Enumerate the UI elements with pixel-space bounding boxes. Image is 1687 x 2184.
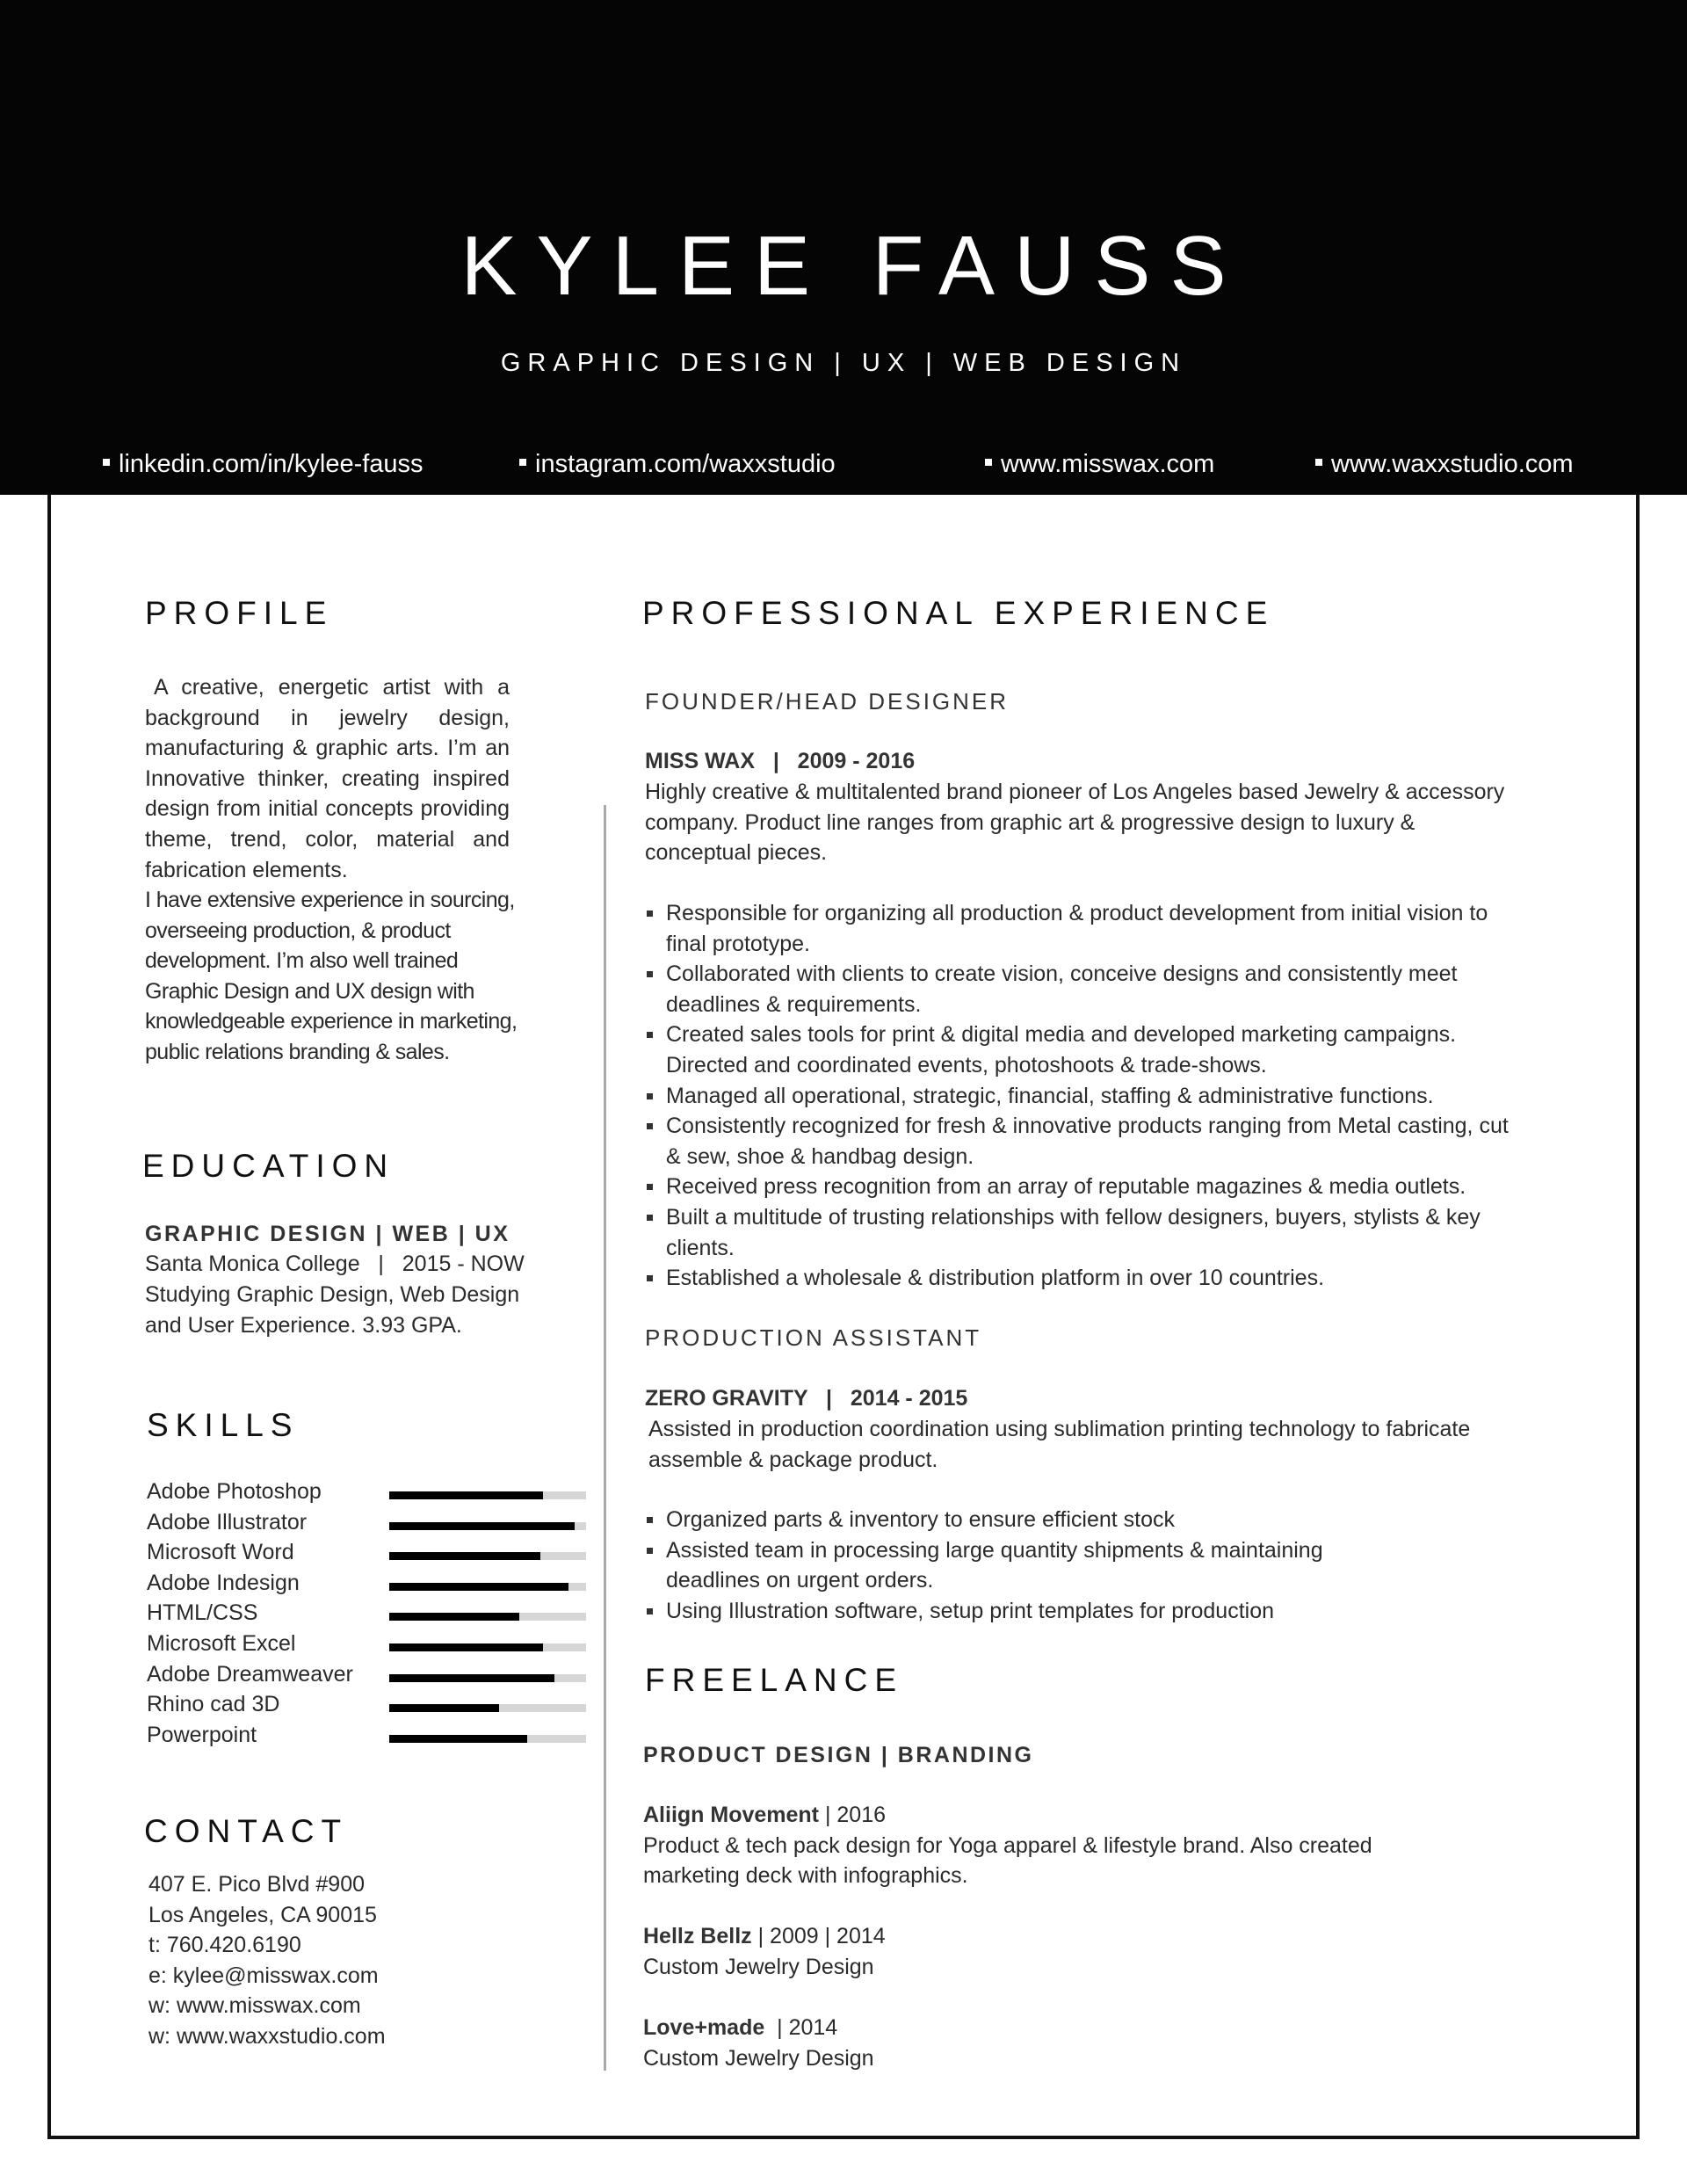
bullet-icon bbox=[647, 1093, 653, 1099]
contact-email: e: kylee@misswax.com bbox=[148, 1963, 379, 1988]
bullet-icon bbox=[519, 459, 526, 466]
skill-row bbox=[147, 1659, 586, 1690]
skill-bar-fill bbox=[389, 1522, 575, 1530]
experience-heading: PROFESSIONAL EXPERIENCE bbox=[642, 595, 1275, 631]
bullet-icon bbox=[647, 1548, 653, 1554]
skill-name: Powerpoint bbox=[147, 1722, 257, 1747]
bullet-icon bbox=[647, 911, 653, 917]
freelance-client: Love+made bbox=[643, 2015, 765, 2040]
link-text: linkedin.com/in/kylee-fauss bbox=[119, 450, 424, 478]
list-item: Managed all operational, strategic, financial, staffing & administrative functions. bbox=[645, 1081, 1524, 1112]
job1-role: FOUNDER/HEAD DESIGNER bbox=[645, 688, 1010, 715]
job1-description: Highly creative & multitalented brand pioneer of Los Angeles based Jewelry & accessory company. Product line ranges from graphic art & progressive design to luxury & conceptual pieces. bbox=[645, 780, 1505, 866]
skill-bar-track bbox=[389, 1643, 586, 1651]
skill-row bbox=[147, 1720, 586, 1751]
freelance-client: Aliign Movement bbox=[643, 1803, 820, 1827]
contact-phone: t: 760.420.6190 bbox=[148, 1933, 301, 1958]
contact-heading: CONTACT bbox=[144, 1813, 349, 1849]
bullet-icon bbox=[647, 1184, 653, 1190]
skill-row bbox=[147, 1629, 586, 1659]
linkedin-link[interactable] bbox=[103, 448, 424, 480]
freelance-entry-1 bbox=[643, 1800, 1434, 1891]
skill-bar-fill bbox=[389, 1643, 543, 1651]
skill-bar-fill bbox=[389, 1583, 568, 1591]
freelance-entry-2 bbox=[643, 1921, 1434, 1982]
profile-heading: PROFILE bbox=[145, 595, 334, 631]
skill-name: Adobe Illustrator bbox=[147, 1509, 308, 1535]
column-divider bbox=[604, 805, 606, 2071]
bullet-icon bbox=[985, 459, 992, 466]
freelance-heading: FREELANCE bbox=[645, 1662, 904, 1698]
skill-name: Rhino cad 3D bbox=[147, 1692, 280, 1717]
skill-row bbox=[147, 1689, 586, 1720]
skill-bar-fill bbox=[389, 1704, 499, 1712]
skill-row bbox=[147, 1598, 586, 1629]
skill-bar-track bbox=[389, 1522, 586, 1530]
waxxstudio-link[interactable] bbox=[1315, 448, 1574, 480]
skill-bar-track bbox=[389, 1613, 586, 1621]
misswax-link[interactable] bbox=[985, 448, 1214, 480]
contact-address-1: 407 E. Pico Blvd #900 bbox=[148, 1872, 365, 1897]
list-item: Consistently recognized for fresh & innovative products ranging from Metal casting, cut & sew, shoe & handbag design. bbox=[645, 1111, 1524, 1172]
skills-list bbox=[147, 1477, 586, 1750]
list-item: Received press recognition from an array of reputable magazines & media outlets. bbox=[645, 1172, 1524, 1202]
skills-heading: SKILLS bbox=[147, 1407, 300, 1443]
list-item: Using Illustration software, setup print templates for production bbox=[645, 1596, 1330, 1627]
list-item: Built a multitude of trusting relationships with fellow designers, buyers, stylists & key clients. bbox=[645, 1202, 1524, 1263]
list-item: Created sales tools for print & digital media and developed marketing campaigns. Directed and coordinated events, photoshoots & trade-shows. bbox=[645, 1019, 1524, 1080]
skill-name: Adobe Photoshop bbox=[147, 1479, 322, 1504]
bullet-icon bbox=[647, 971, 653, 977]
freelance-years: | 2016 bbox=[819, 1803, 887, 1827]
bullet-icon bbox=[647, 1517, 653, 1523]
freelance-description: Custom Jewelry Design bbox=[643, 1954, 874, 1979]
instagram-link[interactable] bbox=[519, 448, 836, 480]
tagline: GRAPHIC DESIGN | UX | WEB DESIGN bbox=[500, 349, 1187, 377]
list-item: Collaborated with clients to create vision, conceive designs and consistently meet deadlines & requirements. bbox=[645, 959, 1524, 1019]
skill-row bbox=[147, 1477, 586, 1507]
education-degree: GRAPHIC DESIGN | WEB | UX bbox=[145, 1222, 510, 1246]
header-banner bbox=[0, 0, 1687, 495]
skill-name: Adobe Indesign bbox=[147, 1570, 300, 1595]
profile-paragraph-1: A creative, energetic artist with a background in jewelry design, manufacturing & graphic arts. I’m an Innovative thinker, creating inspired design from initial concepts providing theme, trend, color, material and fabrication elements. bbox=[145, 675, 510, 882]
skill-bar-track bbox=[389, 1735, 586, 1743]
freelance-description: Product & tech pack design for Yoga apparel & lifestyle brand. Also created marketing deck with infographics. bbox=[643, 1832, 1372, 1889]
list-item: Established a wholesale & distribution platform in over 10 countries. bbox=[645, 1263, 1524, 1294]
bullet-icon bbox=[647, 1032, 653, 1038]
contact-website-1: w: www.misswax.com bbox=[148, 1993, 361, 2019]
list-item: Organized parts & inventory to ensure efficient stock bbox=[645, 1505, 1330, 1535]
skill-bar-track bbox=[389, 1491, 586, 1499]
skill-bar-fill bbox=[389, 1674, 554, 1682]
freelance-years: | 2009 | 2014 bbox=[751, 1924, 886, 1948]
skill-bar-track bbox=[389, 1552, 586, 1560]
job2-role: PRODUCTION ASSISTANT bbox=[645, 1324, 982, 1351]
skill-name: Microsoft Excel bbox=[147, 1630, 296, 1656]
link-text: www.waxxstudio.com bbox=[1331, 450, 1574, 478]
contact-website-2: w: www.waxxstudio.com bbox=[148, 2023, 386, 2049]
bullet-icon bbox=[647, 1275, 653, 1281]
link-text: www.misswax.com bbox=[1001, 450, 1215, 478]
bullet-icon bbox=[647, 1608, 653, 1614]
job2-bullets bbox=[645, 1505, 1330, 1626]
link-text: instagram.com/waxxstudio bbox=[535, 450, 836, 478]
job2-company: ZERO GRAVITY | 2014 - 2015 bbox=[645, 1386, 968, 1411]
freelance-description: Custom Jewelry Design bbox=[643, 2045, 874, 2071]
bullet-icon bbox=[103, 459, 110, 466]
list-item: Responsible for organizing all production & product development from initial vision to final prototype. bbox=[645, 898, 1524, 959]
education-heading: EDUCATION bbox=[142, 1148, 395, 1184]
bullet-icon bbox=[1315, 459, 1322, 466]
skill-bar-fill bbox=[389, 1735, 527, 1743]
skill-name: Adobe Dreamweaver bbox=[147, 1661, 353, 1687]
skill-name: HTML/CSS bbox=[147, 1600, 258, 1626]
contact-block bbox=[148, 1869, 386, 2052]
candidate-name: KYLEE FAUSS bbox=[460, 219, 1246, 313]
bullet-icon bbox=[647, 1123, 653, 1129]
skill-bar-track bbox=[389, 1674, 586, 1682]
skill-name: Microsoft Word bbox=[147, 1540, 294, 1565]
education-description: Studying Graphic Design, Web Design and User Experience. 3.93 GPA. bbox=[145, 1282, 520, 1338]
skill-bar-fill bbox=[389, 1552, 540, 1560]
freelance-entry-3 bbox=[643, 2013, 1434, 2073]
contact-address-2: Los Angeles, CA 90015 bbox=[148, 1902, 377, 1927]
skill-row bbox=[147, 1537, 586, 1568]
bullet-icon bbox=[647, 1215, 653, 1221]
skill-row bbox=[147, 1507, 586, 1538]
list-item: Assisted team in processing large quantity shipments & maintaining deadlines on urgent orders. bbox=[645, 1535, 1330, 1596]
skill-row bbox=[147, 1568, 586, 1599]
education-school: Santa Monica College | 2015 - NOW bbox=[145, 1252, 525, 1276]
freelance-years: | 2014 bbox=[764, 2015, 838, 2040]
job1-bullets bbox=[645, 898, 1524, 1294]
job1-company: MISS WAX | 2009 - 2016 bbox=[645, 749, 916, 773]
skill-bar-fill bbox=[389, 1491, 543, 1499]
skill-bar-fill bbox=[389, 1613, 519, 1621]
job2-description: Assisted in production coordination using sublimation printing technology to fabricate assemble & package product. bbox=[648, 1417, 1471, 1472]
profile-paragraph-2: I have extensive experience in sourcing, overseeing production, & product development. I’m also well trained Graphic Design and UX design with knowledgeable experience in marketing, public relations branding & sales. bbox=[145, 888, 518, 1064]
skill-bar-track bbox=[389, 1583, 586, 1591]
skill-bar-track bbox=[389, 1704, 586, 1712]
freelance-client: Hellz Bellz bbox=[643, 1924, 752, 1948]
freelance-subtitle: PRODUCT DESIGN | BRANDING bbox=[643, 1743, 1034, 1767]
